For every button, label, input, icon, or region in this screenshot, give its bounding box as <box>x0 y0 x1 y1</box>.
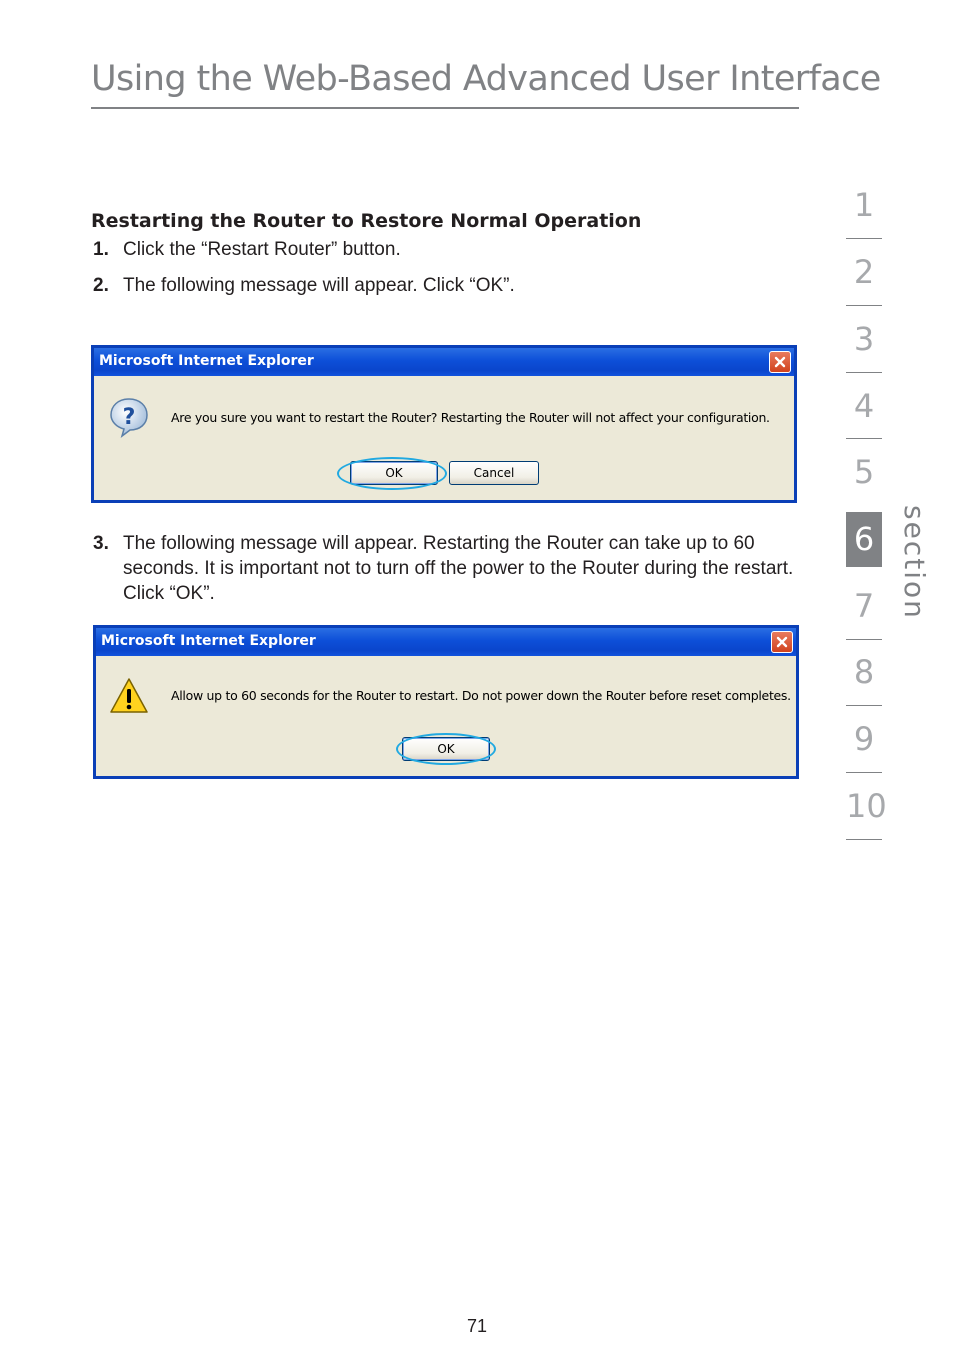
step-text: The following message will appear. Restarting the Router can take up to 60 seconds. It is important not to turn off the power to the Router during the restart. Click “OK”. <box>123 533 794 604</box>
section-label <box>895 505 935 625</box>
dialog-title: Microsoft Internet Explorer <box>99 353 314 369</box>
section-label-text: section <box>898 505 931 620</box>
dialog-message: Allow up to 60 seconds for the Router to restart. Do not power down the Router before reset completes. <box>171 688 791 703</box>
section-nav-item-9[interactable]: 9 <box>853 720 875 758</box>
cancel-button[interactable]: Cancel <box>449 461 539 485</box>
step-text: The following message will appear. Click “OK”. <box>123 275 515 296</box>
step-number: 1. <box>93 239 109 260</box>
page-title: Using the Web-Based Advanced User Interface <box>91 59 881 99</box>
nav-divider <box>846 372 882 373</box>
nav-divider <box>846 438 882 439</box>
dialog-title: Microsoft Internet Explorer <box>101 633 316 649</box>
confirm-restart-dialog <box>91 345 797 503</box>
close-icon <box>774 356 786 368</box>
page-number: 71 <box>466 1316 488 1336</box>
close-icon <box>776 636 788 648</box>
dialog-message: Are you sure you want to restart the Router? Restarting the Router will not affect your configuration. <box>171 410 770 425</box>
section-nav-item-7[interactable]: 7 <box>853 587 875 625</box>
ok-button[interactable]: OK <box>402 737 490 761</box>
close-button[interactable] <box>771 631 793 653</box>
question-icon <box>108 396 150 443</box>
section-nav-item-5[interactable]: 5 <box>853 453 875 491</box>
ok-button[interactable]: OK <box>350 461 438 485</box>
title-divider <box>91 107 799 109</box>
section-nav-item-10[interactable]: 10 <box>846 787 887 825</box>
section-nav-item-3[interactable]: 3 <box>853 320 875 358</box>
nav-divider <box>846 839 882 840</box>
section-nav-item-1[interactable]: 1 <box>853 186 875 224</box>
nav-divider <box>846 772 882 773</box>
dialog-titlebar <box>94 348 794 376</box>
warning-icon <box>109 676 149 721</box>
step-number: 2. <box>93 275 109 296</box>
nav-divider <box>846 639 882 640</box>
nav-divider <box>846 238 882 239</box>
restart-warning-dialog <box>93 625 799 779</box>
svg-text:?: ? <box>122 405 136 430</box>
section-nav-item-6-active[interactable]: 6 <box>846 512 882 567</box>
section-nav-item-2[interactable]: 2 <box>853 253 875 291</box>
section-nav-item-8[interactable]: 8 <box>853 653 875 691</box>
section-heading: Restarting the Router to Restore Normal Operation <box>91 210 642 232</box>
ok-highlight-ring <box>337 457 447 490</box>
step-text: Click the “Restart Router” button. <box>123 239 401 260</box>
dialog-titlebar <box>96 628 796 656</box>
nav-divider <box>846 305 882 306</box>
step-number: 3. <box>93 533 109 554</box>
nav-divider <box>846 705 882 706</box>
section-nav-item-4[interactable]: 4 <box>853 387 875 425</box>
close-button[interactable] <box>769 351 791 373</box>
ok-highlight-ring <box>396 733 496 765</box>
